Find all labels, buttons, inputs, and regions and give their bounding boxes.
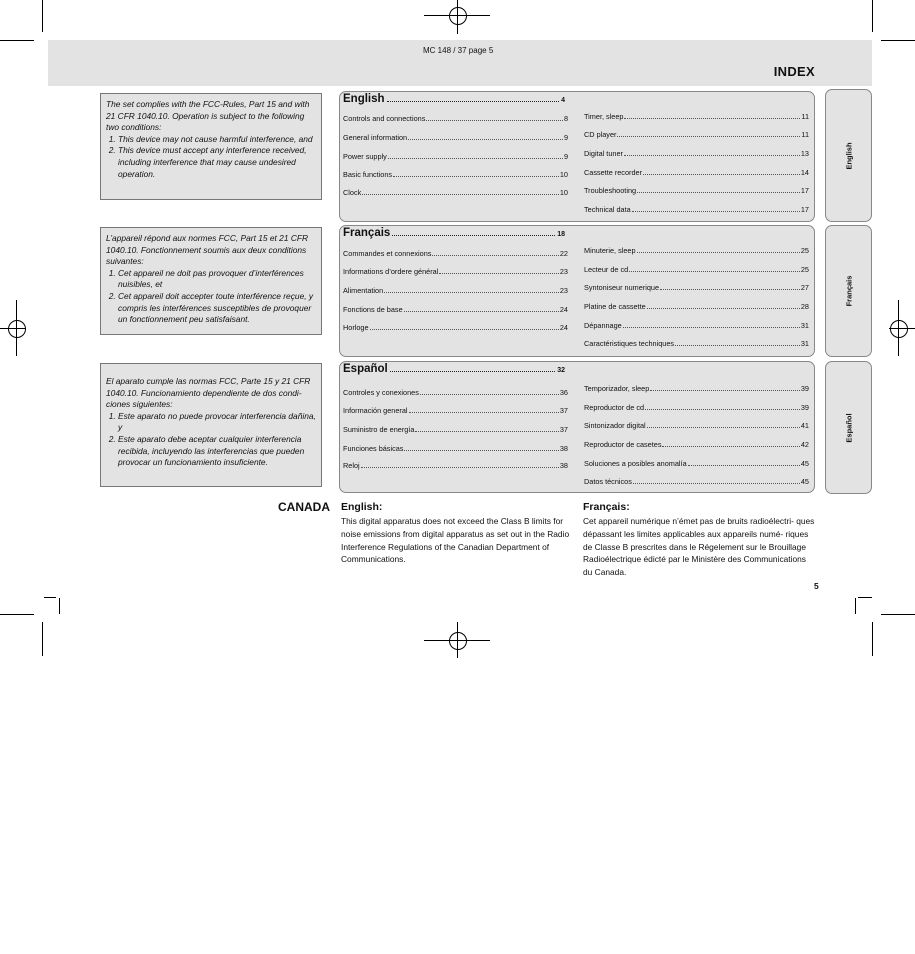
index-entry[interactable]: Cassette recorder 14 xyxy=(584,168,809,177)
notice-title: Français: xyxy=(583,501,630,513)
fcc-condition: 1. This device may not cause harmful interference, and xyxy=(118,134,316,146)
index-entry[interactable]: Syntoniseur numerique 27 xyxy=(584,283,809,292)
index-entry[interactable]: General information 9 xyxy=(343,133,568,142)
index-entry[interactable]: Fonctions de base 24 xyxy=(343,305,568,314)
fcc-condition: 1. Cet appareil ne doit pas provoquer d’interférences nuisibles, et xyxy=(118,268,316,291)
fcc-condition: 1. Este aparato no puede provocar interferencia dañina, y xyxy=(118,411,316,434)
index-entry[interactable]: Basic functions 10 xyxy=(343,170,568,179)
index-entry[interactable]: Controles y conexiones 36 xyxy=(343,388,568,397)
fcc-notice-french xyxy=(100,227,322,335)
index-entry[interactable]: Controls and connections 8 xyxy=(343,114,568,123)
index-english xyxy=(339,91,815,222)
page-title: INDEX xyxy=(773,64,815,79)
fcc-condition: 2. Cet appareil doit accepter toute interférence reçue, y compris les interférences susceptibles de provoquer un fonctionnement peu satisfaisant. xyxy=(118,291,316,326)
index-entry[interactable]: Suministro de energía 37 xyxy=(343,425,568,434)
index-entry[interactable]: Power supply 9 xyxy=(343,152,568,161)
index-entry[interactable]: Sintonizador digital 41 xyxy=(584,421,809,430)
index-entry[interactable]: Reproductor de casetes 42 xyxy=(584,440,809,449)
tab-label: Français xyxy=(844,275,853,307)
index-entry[interactable]: Datos técnicos 45 xyxy=(584,477,809,486)
canada-notice-english xyxy=(341,501,573,566)
fcc-condition: 2. Este aparato debe aceptar cualquier interferencia recibida, incluyendo las interferencias que pueden provocar un funcionamiento insuficiente. xyxy=(118,434,316,469)
index-entry[interactable]: Troubleshooting 17 xyxy=(584,186,809,195)
index-entry[interactable]: Reloj 38 xyxy=(343,461,568,470)
page-number: 5 xyxy=(814,581,819,591)
index-entry[interactable]: Informations d’ordere général 23 xyxy=(343,267,568,276)
notice-text: Cet appareil numérique n’émet pas de bruits radioélectri- ques dépassant les limites applicables aux appareils numé- riques de Classe B prescrites dans le Régelement sur le Brouillage Radioélectrique édicté par le Ministère des Communications du Canada. xyxy=(583,516,815,578)
index-entry[interactable]: Temporizador, sleep 39 xyxy=(584,384,809,393)
notice-title: English: xyxy=(341,501,383,513)
canada-notice-french xyxy=(583,501,815,579)
index-entry[interactable]: Clock 10 xyxy=(343,188,568,197)
index-entry[interactable]: Funciones básicas 38 xyxy=(343,444,568,453)
index-entry[interactable]: Minuterie, sleep 25 xyxy=(584,246,809,255)
index-entry[interactable]: Dépannage 31 xyxy=(584,321,809,330)
index-entry[interactable]: Digital tuner 13 xyxy=(584,149,809,158)
index-heading: English 4 xyxy=(343,93,565,105)
index-heading: Français 18 xyxy=(343,227,565,239)
index-entry[interactable]: Commandes et connexions 22 xyxy=(343,249,568,258)
index-heading: Español 32 xyxy=(343,363,565,375)
index-entry[interactable]: Información general 37 xyxy=(343,406,568,415)
notice-text: This digital apparatus does not exceed the Class B limits for noise emissions from digital apparatus as set out in the Radio Interference Regulations of the Canadian Department of Communications. xyxy=(341,516,570,565)
fcc-condition: 2. This device must accept any interference received, including interference that may cause undesired operation. xyxy=(118,145,316,180)
index-entry[interactable]: Technical data 17 xyxy=(584,205,809,214)
index-entry[interactable]: Timer, sleep 11 xyxy=(584,112,809,121)
index-entry[interactable]: Horloge 24 xyxy=(343,323,568,332)
index-entry[interactable]: Platine de cassette 28 xyxy=(584,302,809,311)
index-entry[interactable]: CD player 11 xyxy=(584,130,809,139)
fcc-notice-spanish xyxy=(100,363,322,487)
canada-heading: CANADA xyxy=(278,500,330,514)
fcc-intro: El aparato cumple las normas FCC, Parte 15 y 21 CFR 1040.10. Funcionamiento dependiente de dos condi- ciones siguientes: xyxy=(106,376,311,410)
index-entry[interactable]: Reproductor de cd 39 xyxy=(584,403,809,412)
index-french xyxy=(339,225,815,357)
document-code: MC 148 / 37 page 5 xyxy=(423,46,494,55)
index-spanish xyxy=(339,361,815,493)
fcc-intro: L’appareil répond aux normes FCC, Part 15 et 21 CFR 1040.10. Fonctionnement soumis aux deux conditions suivantes: xyxy=(106,233,309,267)
fcc-intro: The set complies with the FCC-Rules, Part 15 and with 21 CFR 1040.10. Operation is subject to the following two conditions: xyxy=(106,99,310,133)
tab-label: English xyxy=(844,141,853,170)
index-entry[interactable]: Soluciones a posibles anomalía 45 xyxy=(584,459,809,468)
index-entry[interactable]: Alimentation 23 xyxy=(343,286,568,295)
tab-english[interactable] xyxy=(825,89,872,222)
index-entry[interactable]: Caractéristiques techniques 31 xyxy=(584,339,809,348)
fcc-notice-english xyxy=(100,93,322,200)
tab-label: Español xyxy=(844,412,853,443)
index-entry[interactable]: Lecteur de cd 25 xyxy=(584,265,809,274)
tab-french[interactable] xyxy=(825,225,872,357)
tab-spanish[interactable] xyxy=(825,361,872,494)
